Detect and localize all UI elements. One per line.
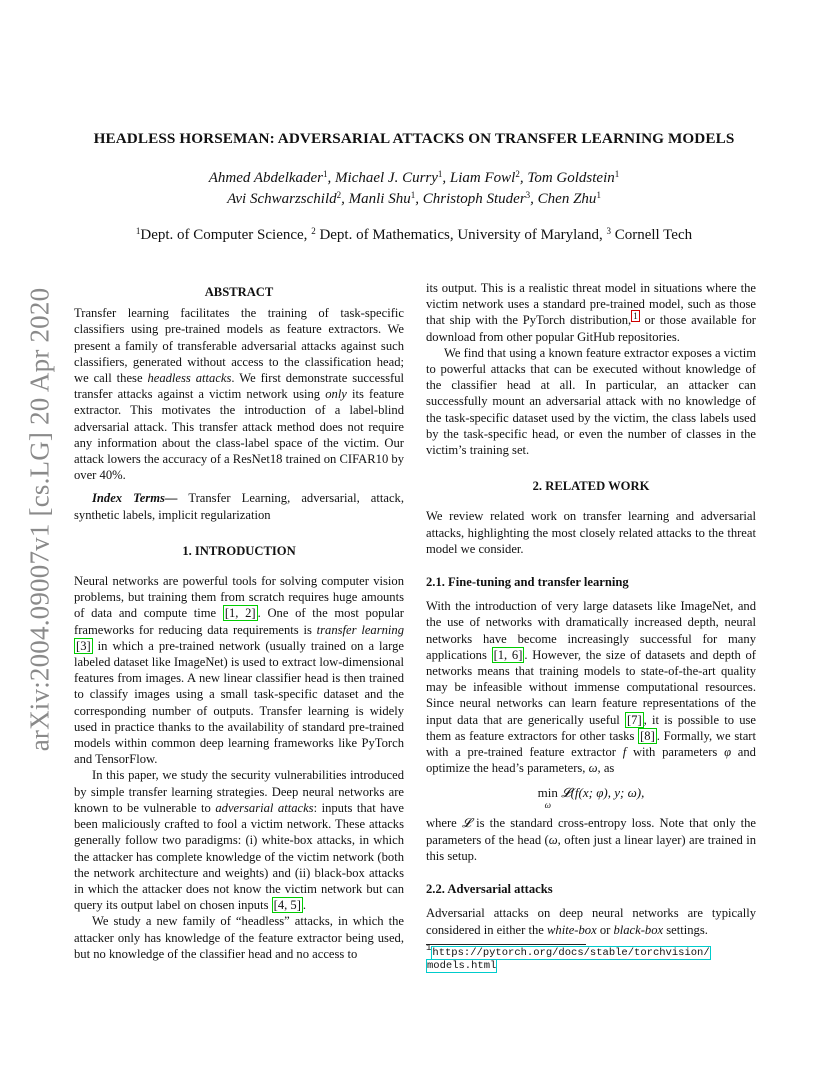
subsection-heading-2-2: 2.2. Adversarial attacks xyxy=(426,882,553,897)
author-affiliation-mark: 1 xyxy=(410,190,416,200)
author-name: Chen Zhu xyxy=(537,191,597,207)
author-affiliation-mark: 2 xyxy=(336,190,342,200)
citation-link[interactable]: [1, 2] xyxy=(224,606,256,621)
author-affiliation-mark: 1 xyxy=(323,169,328,179)
affiliation-text: Dept. of Mathematics, University of Maryland, xyxy=(315,227,607,243)
author-affiliation-mark: 3 xyxy=(525,190,531,200)
footnote xyxy=(426,942,756,973)
author-line-2: Avi Schwarzschild$^2$, Manli Shu$^1$, Christoph Studer$^3$, Chen Zhu$^1$ xyxy=(227,190,601,207)
intro-heading: 1. INTRODUCTION xyxy=(182,543,296,558)
transfer-learning-paragraph: With the introduction of very large datasets like ImageNet, and the use of networks with dramatically increased depth, neural networks have become increasingly successful for many applications [1, 6] . However, the size of datasets and depth of networks means that training models to state-of-the-art quality may be infeasible without immense computational resources. Since neural networks can learn feature representations of the input data that are generically useful [7] , it is possible to use them as feature extractors for other tasks [8] . Formally, we start with a pre-trained feature extractor f with parameters φ and optimize the head’s parameters, ω, as xyxy=(426,599,757,776)
author-name: Liam Fowl xyxy=(449,170,516,186)
affiliation-mark: 3 xyxy=(606,226,611,236)
related-work-intro: We review related work on transfer learning and adversarial attacks, highlighting the most closely related attacks to the threat model we consider. xyxy=(426,509,756,556)
affiliation-mark: 2 xyxy=(311,226,316,236)
subsection-heading-2-1: 2.1. Fine-tuning and transfer learning xyxy=(426,575,629,590)
adversarial-attacks-paragraph: Adversarial attacks on deep neural networks are typically considered in either the white-box or black-box settings. xyxy=(426,906,756,937)
index-terms: Index Terms— Transfer Learning, adversarial, attack, synthetic labels, implicit regularization xyxy=(74,491,405,522)
intro-paragraph-1: Neural networks are powerful tools for solving computer vision problems, but training them from scratch requires huge amounts of data and compute time [1, 2] . One of the most popular frameworks for reducing data requirements is transfer learning [3] in which a pre-trained network (usually trained on a large labeled dataset like ImageNet) is used to extract low-dimensional features from images. A new linear classifier head is then trained to classify images using a small task-specific dataset and the corresponding number of outputs. Transfer learning is widely used in practice thanks to the availability of standard pre-trained models within common deep learning frameworks like PyTorch and TensorFlow. xyxy=(74,574,404,767)
author-affiliation-mark: 1 xyxy=(614,169,620,179)
citation-link[interactable]: [8] xyxy=(640,728,655,743)
citation-link[interactable]: [3] xyxy=(76,638,91,653)
author-list xyxy=(60,168,768,210)
right-column xyxy=(426,280,756,973)
intro-paragraph-3: We study a new family of “headless” attacks, in which the attacker only has knowledge of the feature extractor being used, but no knowledge of the classifier head and no access to xyxy=(74,914,404,961)
related-work-heading: 2. RELATED WORK xyxy=(532,479,650,494)
citation-link[interactable]: [1, 6] xyxy=(493,647,523,662)
affiliation-text: Dept. of Computer Science, xyxy=(140,227,312,243)
intro-paragraph-4: We find that using a known feature extractor exposes a victim to powerful attacks that can be executed without knowledge of the classifier head at all. In particular, an attacker can successfully mount an adversarial attack with no knowledge of the task-specific dataset used by the victim, the class labels used by the task-specific head, or even the number of classes in the victim’s training set. xyxy=(426,345,756,458)
arxiv-id: arXiv:2004.09007v1 [cs.LG] 20 Apr 2020 xyxy=(24,287,55,751)
left-column xyxy=(74,284,404,962)
citation-link[interactable]: [4, 5] xyxy=(273,898,301,913)
intro-paragraph-2: In this paper, we study the security vulnerabilities introduced by simple transfer learning strategies. Deep neural networks are known to be vulnerable to adversarial attacks: inputs that have been maliciously crafted to fool a victim network. These attacks generally follow two paradigms: (i) white-box attacks, in which the attacker has complete knowledge of the victim network (both the network architecture and weights) and (ii) black-box attacks in which the attacker does not know the victim network but can query its output label on chosen inputs [4, 5] . xyxy=(74,768,404,913)
affiliations xyxy=(40,227,788,244)
author-name: Tom Goldstein xyxy=(527,170,615,186)
paper-title: HEADLESS HORSEMAN: ADVERSARIAL ATTACKS ON TRANSFER LEARNING MODELS xyxy=(93,130,735,147)
abstract-heading: ABSTRACT xyxy=(204,285,274,299)
footnote-rule xyxy=(426,944,586,945)
author-name: Christoph Studer xyxy=(422,191,526,207)
intro-continued-paragraph: its output. This is a realistic threat model in situations where the victim network uses a standard pre-trained model, such as those that ship with the PyTorch distribution, $^1$ or those available for download from other popular GitHub repositories. xyxy=(426,281,756,344)
footnote-number: 1 xyxy=(426,942,432,953)
author-name: Ahmed Abdelkader xyxy=(208,170,324,186)
citation-link[interactable]: [7] xyxy=(626,712,642,727)
loss-equation: min ω 𝓛(f(x; φ), y; ω), xyxy=(537,785,645,811)
affiliation-text: Cornell Tech xyxy=(610,227,693,243)
footnote-url-link[interactable]: https://pytorch.org/docs/stable/torchvision/ xyxy=(432,946,710,959)
arxiv-watermark xyxy=(20,284,60,754)
footnote-link[interactable]: 1 xyxy=(633,311,638,322)
footnote-url-link[interactable]: models.html xyxy=(427,959,497,972)
author-name: Michael J. Curry xyxy=(335,170,438,186)
author-name: Avi Schwarzschild xyxy=(227,191,337,207)
abstract-text: Transfer learning facilitates the training of task-specific classifiers using pre-trained models as feature extractors. We present a family of transferable adversarial attacks against such classifiers, generated without access to the classification head; we call these headless attacks. We first demonstrate successful transfer attacks against a victim network using only its feature extractor. This motivates the introduction of a label-blind adversarial attack. This transfer attack method does not require any information about the class-label space of the victim. Our attack lowers the accuracy of a ResNet18 trained on CIFAR10 by over 40%. xyxy=(74,306,404,483)
author-affiliation-mark: 1 xyxy=(596,190,601,200)
author-name: Manli Shu xyxy=(348,191,411,207)
affiliation-mark: 1 xyxy=(135,226,141,236)
author-line-1: Ahmed Abdelkader$^1$, Michael J. Curry$^1$, Liam Fowl$^2$, Tom Goldstein$^1$ xyxy=(208,169,620,186)
author-affiliation-mark: 1 xyxy=(437,169,443,179)
author-affiliation-mark: 2 xyxy=(515,169,520,179)
equation-explanation: where 𝓛 is the standard cross-entropy loss. Note that only the parameters of the head (ω, often just a linear layer) are trained in this setup. xyxy=(426,816,756,863)
